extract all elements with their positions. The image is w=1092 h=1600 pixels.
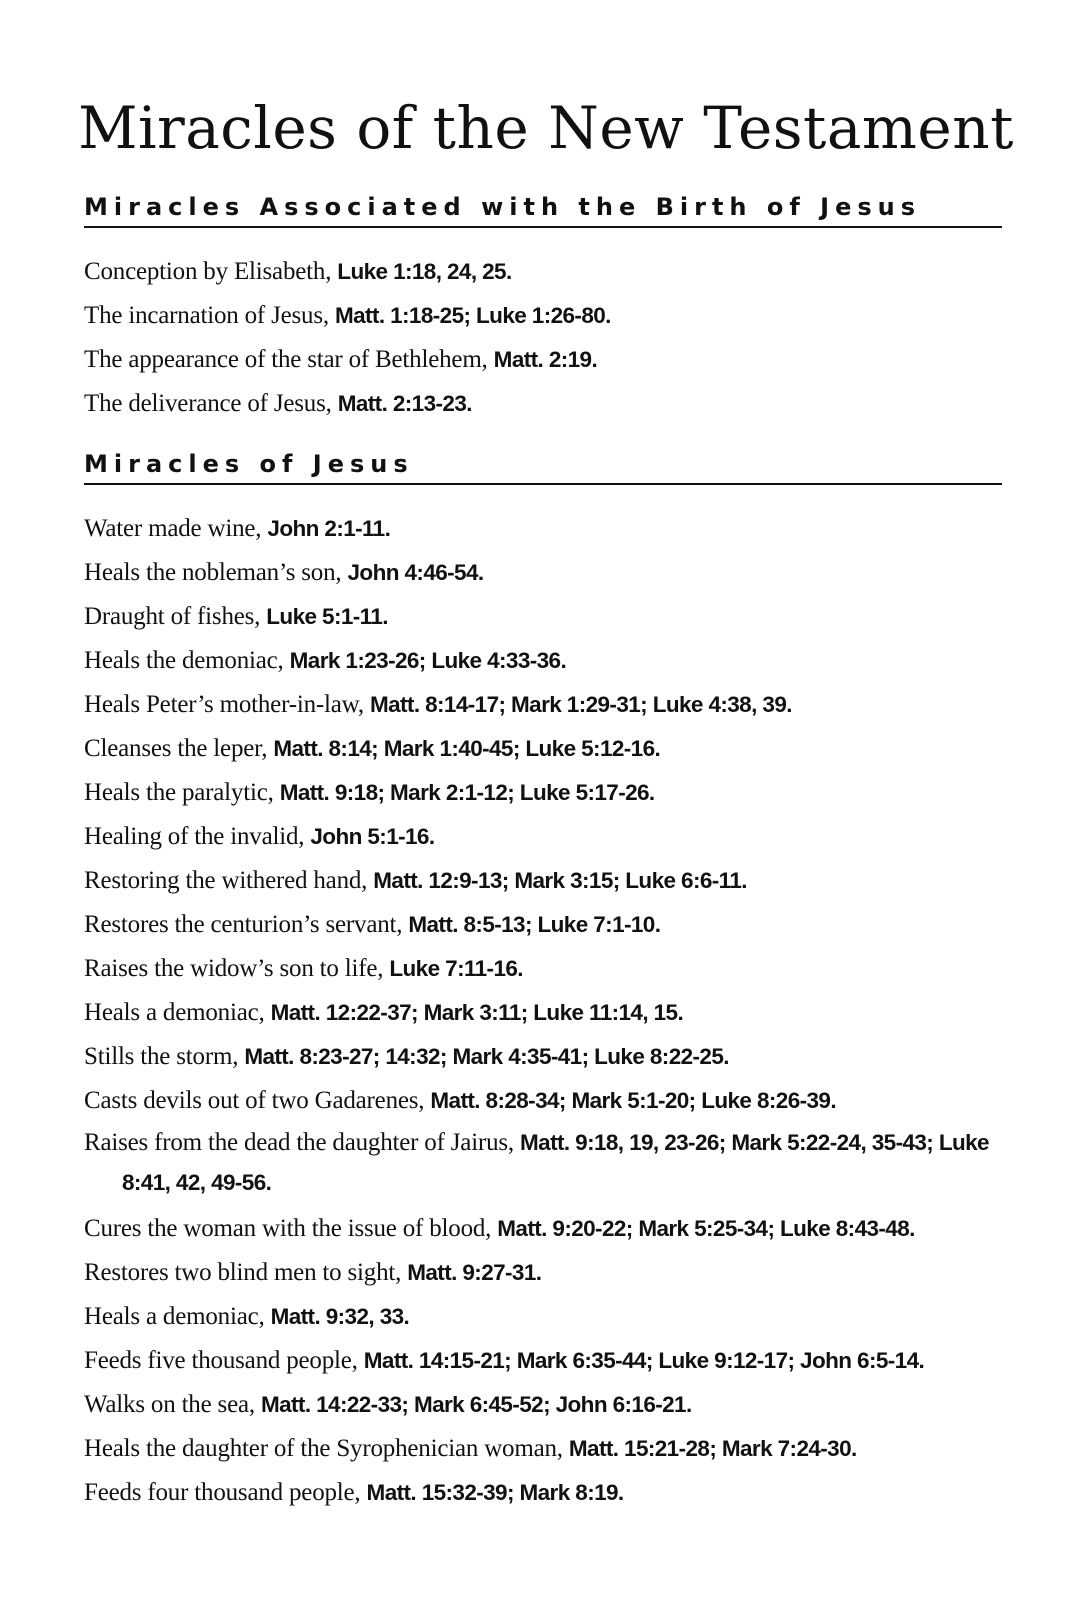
scripture-reference: Matt. 2:19. (493, 347, 598, 372)
miracle-description: Heals the daughter of the Syrophenician woman, (84, 1435, 569, 1462)
miracle-description: Heals the nobleman’s son, (84, 559, 348, 586)
miracle-description: Heals a demoniac, (84, 1303, 271, 1330)
list-item (84, 903, 1004, 947)
miracle-description: Raises the widow’s son to life, (84, 955, 390, 982)
scripture-reference: Matt. 8:23-27; 14:32; Mark 4:35-41; Luke 8:22-25. (244, 1044, 729, 1069)
section-heading-jesus-label: Miracles of Jesus (84, 450, 414, 478)
scripture-reference: Matt. 2:13-23. (337, 391, 472, 416)
scripture-reference: Mark 1:23-26; Luke 4:33-36. (289, 648, 567, 673)
list-item (84, 771, 1004, 815)
scripture-reference: Matt. 9:27-31. (407, 1260, 542, 1285)
scripture-reference: Matt. 12:9-13; Mark 3:15; Luke 6:6-11. (373, 868, 747, 893)
scripture-reference: Matt. 15:21-28; Mark 7:24-30. (568, 1436, 857, 1461)
miracle-description: Water made wine, (84, 515, 268, 542)
list-item (84, 1427, 1004, 1471)
scripture-reference: John 4:46-54. (347, 560, 484, 585)
birth-miracles-list (84, 250, 1004, 426)
miracle-description: The deliverance of Jesus, (84, 390, 338, 417)
section-heading-birth-label: Miracles Associated with the Birth of Jesus (84, 193, 921, 221)
miracle-description: Heals a demoniac, (84, 999, 271, 1026)
miracle-description: The appearance of the star of Bethlehem, (84, 346, 494, 373)
scripture-reference: Matt. 8:5-13; Luke 7:1-10. (408, 912, 661, 937)
scripture-reference: John 2:1-11. (267, 516, 391, 541)
miracle-description: Walks on the sea, (84, 1391, 261, 1418)
miracle-description: Feeds five thousand people, (84, 1347, 364, 1374)
list-item (84, 947, 1004, 991)
list-item (84, 595, 1004, 639)
miracle-description: Restores the centurion’s servant, (84, 911, 409, 938)
scripture-reference: Matt. 8:14; Mark 1:40-45; Luke 5:12-16. (273, 736, 661, 761)
miracle-description: Heals the demoniac, (84, 647, 290, 674)
list-item (84, 991, 1004, 1035)
miracle-description: Heals the paralytic, (84, 779, 280, 806)
scripture-reference: Matt. 1:18-25; Luke 1:26-80. (334, 303, 611, 328)
section-heading-jesus (84, 447, 1002, 485)
scripture-reference: Matt. 8:14-17; Mark 1:29-31; Luke 4:38, 39. (369, 692, 792, 717)
scripture-reference: Matt. 9:32, 33. (270, 1304, 410, 1329)
list-item (84, 1383, 1004, 1427)
scripture-reference: Luke 1:18, 24, 25. (337, 259, 512, 284)
list-item (84, 815, 1004, 859)
miracle-description: Restores two blind men to sight, (84, 1259, 408, 1286)
list-item (84, 1079, 1004, 1123)
list-item (84, 507, 1004, 551)
scripture-reference: John 5:1-16. (310, 824, 435, 849)
miracle-description: Heals Peter’s mother-in-law, (84, 691, 370, 718)
scripture-reference: Matt. 15:32-39; Mark 8:19. (366, 1480, 624, 1505)
list-item (84, 1207, 1004, 1251)
miracle-description: Raises from the dead the daughter of Jairus, (84, 1129, 521, 1156)
list-item (84, 338, 1004, 382)
miracle-description: Feeds four thousand people, (84, 1479, 367, 1506)
list-item (84, 250, 1004, 294)
scripture-reference: Matt. 8:28-34; Mark 5:1-20; Luke 8:26-39. (430, 1088, 836, 1113)
scripture-reference: Matt. 14:15-21; Mark 6:35-44; Luke 9:12-17; John 6:5-14. (363, 1348, 925, 1373)
jesus-miracles-list (84, 507, 1004, 1515)
miracle-description: Casts devils out of two Gadarenes, (84, 1087, 431, 1114)
miracle-description: Restoring the withered hand, (84, 867, 374, 894)
miracle-description: Cures the woman with the issue of blood, (84, 1215, 498, 1242)
list-item (84, 551, 1004, 595)
scripture-reference: Matt. 14:22-33; Mark 6:45-52; John 6:16-21. (260, 1392, 692, 1417)
section-heading-birth (84, 190, 1002, 228)
miracle-description: The incarnation of Jesus, (84, 302, 335, 329)
list-item (84, 294, 1004, 338)
list-item (84, 382, 1004, 426)
miracle-description: Stills the storm, (84, 1043, 245, 1070)
list-item (84, 683, 1004, 727)
scripture-reference: Luke 7:11-16. (389, 956, 523, 981)
miracle-description: Healing of the invalid, (84, 823, 311, 850)
scripture-reference: Matt. 12:22-37; Mark 3:11; Luke 11:14, 15. (270, 1000, 684, 1025)
scripture-reference: Luke 5:1-11. (266, 604, 388, 629)
list-item (84, 727, 1004, 771)
list-item (84, 1295, 1004, 1339)
miracle-description: Conception by Elisabeth, (84, 258, 338, 285)
miracle-description: Cleanses the leper, (84, 735, 274, 762)
list-item (84, 1471, 1004, 1515)
scripture-reference: Matt. 9:18, 19, 23-26; Mark 5:22-24, 35-43; Luke 8:41, 42, 49-56. (122, 1130, 989, 1195)
scripture-reference: Matt. 9:20-22; Mark 5:25-34; Luke 8:43-48. (497, 1216, 915, 1241)
list-item (84, 1339, 1004, 1383)
list-item (84, 1123, 1004, 1203)
page-title: Miracles of the New Testament (78, 94, 1014, 162)
miracle-description: Draught of fishes, (84, 603, 267, 630)
list-item (84, 1035, 1004, 1079)
list-item (84, 1251, 1004, 1295)
list-item (84, 859, 1004, 903)
list-item (84, 639, 1004, 683)
scripture-reference: Matt. 9:18; Mark 2:1-12; Luke 5:17-26. (279, 780, 655, 805)
